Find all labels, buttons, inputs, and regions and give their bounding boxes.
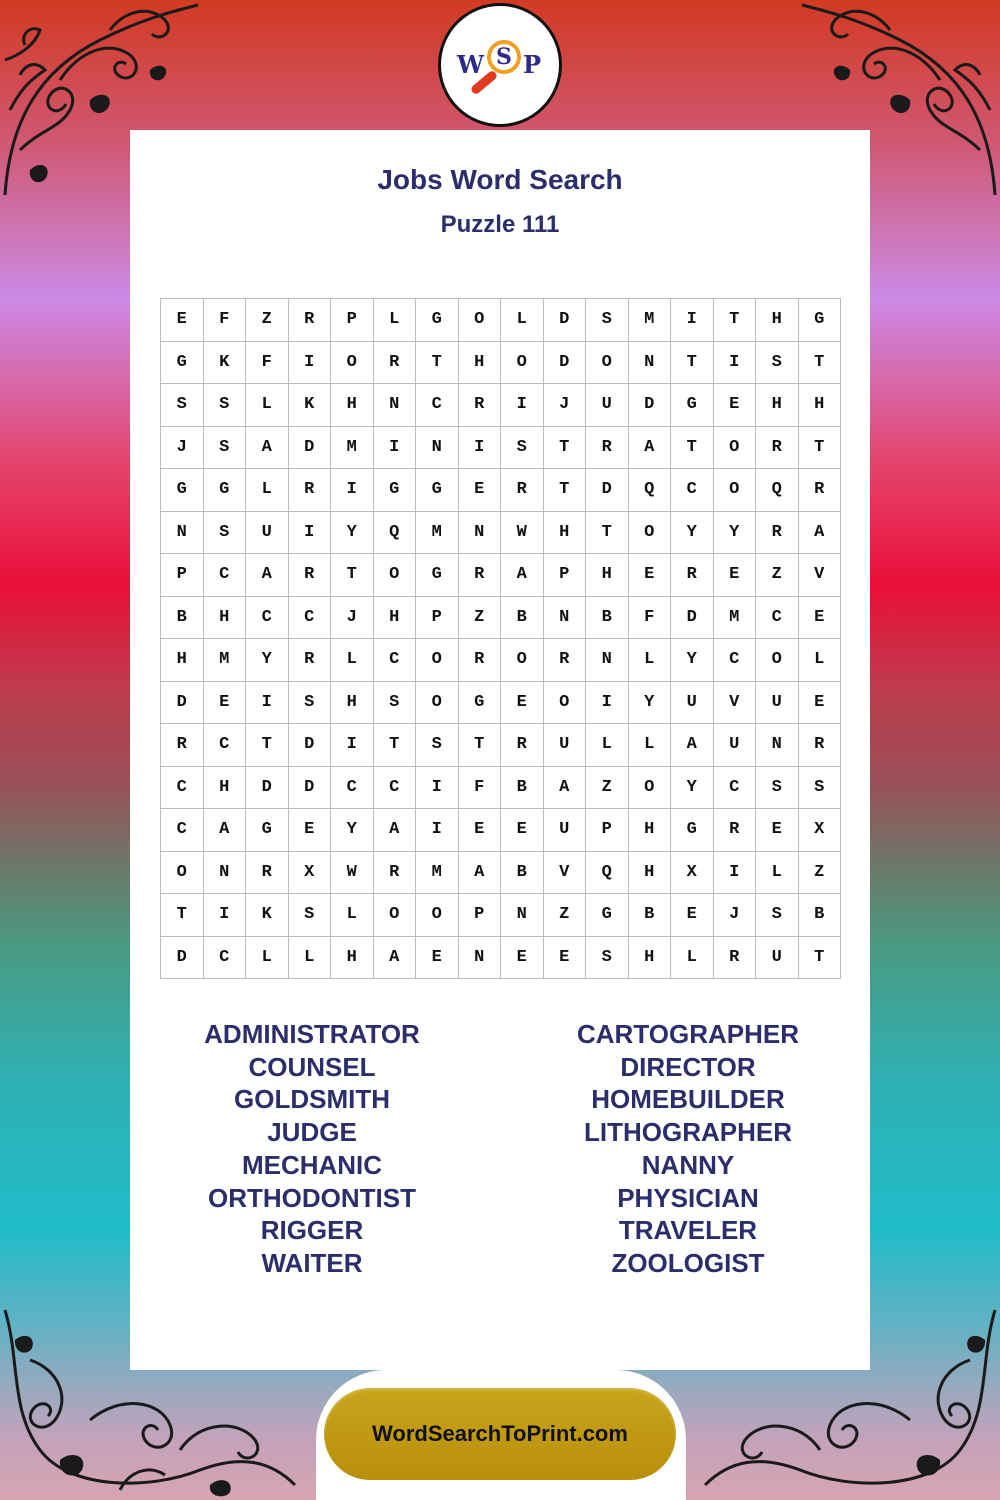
magnifier-icon: S bbox=[487, 40, 521, 74]
grid-cell[interactable]: O bbox=[416, 682, 459, 725]
grid-cell[interactable]: R bbox=[246, 852, 289, 895]
grid-cell[interactable]: H bbox=[629, 937, 672, 980]
word-list-item: HOMEBUILDER bbox=[591, 1084, 785, 1115]
grid-cell[interactable]: T bbox=[799, 342, 842, 385]
grid-cell[interactable]: C bbox=[714, 639, 757, 682]
grid-cell[interactable]: D bbox=[586, 469, 629, 512]
grid-cell[interactable]: H bbox=[331, 384, 374, 427]
grid-cell[interactable]: C bbox=[289, 597, 332, 640]
grid-cell[interactable]: D bbox=[544, 299, 587, 342]
grid-cell[interactable]: G bbox=[204, 469, 247, 512]
page-title: Jobs Word Search bbox=[377, 164, 623, 195]
grid-cell[interactable]: E bbox=[799, 682, 842, 725]
grid-cell[interactable]: D bbox=[289, 767, 332, 810]
grid-cell[interactable]: W bbox=[331, 852, 374, 895]
grid-cell[interactable]: G bbox=[161, 342, 204, 385]
grid-cell[interactable]: T bbox=[331, 554, 374, 597]
grid-cell[interactable]: C bbox=[416, 384, 459, 427]
grid-cell[interactable]: A bbox=[204, 809, 247, 852]
grid-cell[interactable]: O bbox=[331, 342, 374, 385]
grid-cell[interactable]: F bbox=[204, 299, 247, 342]
grid-cell[interactable]: C bbox=[246, 597, 289, 640]
grid-cell[interactable]: P bbox=[331, 299, 374, 342]
grid-cell[interactable]: E bbox=[629, 554, 672, 597]
grid-cell[interactable]: Z bbox=[544, 894, 587, 937]
word-list-item: ORTHODONTIST bbox=[208, 1182, 416, 1213]
grid-cell[interactable]: Z bbox=[799, 852, 842, 895]
grid-cell[interactable]: R bbox=[374, 342, 417, 385]
grid-cell[interactable]: T bbox=[161, 894, 204, 937]
grid-cell[interactable]: H bbox=[629, 852, 672, 895]
grid-cell[interactable]: R bbox=[714, 809, 757, 852]
grid-cell[interactable]: P bbox=[459, 894, 502, 937]
grid-cell[interactable]: R bbox=[459, 384, 502, 427]
grid-cell[interactable]: R bbox=[799, 469, 842, 512]
grid-cell[interactable]: D bbox=[671, 597, 714, 640]
grid-cell[interactable]: O bbox=[374, 894, 417, 937]
grid-cell[interactable]: S bbox=[416, 724, 459, 767]
grid-cell[interactable]: H bbox=[204, 597, 247, 640]
grid-cell[interactable]: U bbox=[246, 512, 289, 555]
word-list-item: DIRECTOR bbox=[620, 1051, 756, 1082]
grid-cell[interactable]: I bbox=[331, 724, 374, 767]
grid-cell[interactable]: L bbox=[671, 937, 714, 980]
grid-cell[interactable]: G bbox=[671, 809, 714, 852]
grid-cell[interactable]: I bbox=[374, 427, 417, 470]
grid-cell[interactable]: Q bbox=[586, 852, 629, 895]
website-label: WordSearchToPrint.com bbox=[372, 1421, 628, 1446]
grid-cell[interactable]: F bbox=[459, 767, 502, 810]
grid-cell[interactable]: R bbox=[289, 554, 332, 597]
grid-cell[interactable]: N bbox=[501, 894, 544, 937]
grid-cell[interactable]: B bbox=[161, 597, 204, 640]
grid-cell[interactable]: V bbox=[799, 554, 842, 597]
grid-cell[interactable]: O bbox=[501, 342, 544, 385]
grid-cell[interactable]: M bbox=[416, 512, 459, 555]
grid-cell[interactable]: J bbox=[714, 894, 757, 937]
grid-cell[interactable]: B bbox=[586, 597, 629, 640]
grid-cell[interactable]: X bbox=[289, 852, 332, 895]
grid-cell[interactable]: R bbox=[714, 937, 757, 980]
grid-cell[interactable]: L bbox=[331, 639, 374, 682]
grid-cell[interactable]: T bbox=[799, 427, 842, 470]
grid-cell[interactable]: E bbox=[714, 384, 757, 427]
grid-cell[interactable]: D bbox=[246, 767, 289, 810]
grid-cell[interactable]: T bbox=[246, 724, 289, 767]
grid-cell[interactable]: U bbox=[544, 809, 587, 852]
grid-cell[interactable]: E bbox=[799, 597, 842, 640]
grid-cell[interactable]: D bbox=[544, 342, 587, 385]
grid-cell[interactable]: C bbox=[161, 809, 204, 852]
grid-cell[interactable]: G bbox=[374, 469, 417, 512]
grid-cell[interactable]: H bbox=[586, 554, 629, 597]
grid-cell[interactable]: C bbox=[756, 597, 799, 640]
grid-cell[interactable]: T bbox=[799, 937, 842, 980]
grid-cell[interactable]: I bbox=[586, 682, 629, 725]
word-list-item: LITHOGRAPHER bbox=[584, 1117, 792, 1148]
grid-cell[interactable]: H bbox=[204, 767, 247, 810]
grid-cell[interactable]: V bbox=[544, 852, 587, 895]
grid-cell[interactable]: M bbox=[416, 852, 459, 895]
grid-cell[interactable]: I bbox=[416, 809, 459, 852]
word-list-item: ADMINISTRATOR bbox=[204, 1019, 420, 1049]
grid-cell[interactable]: D bbox=[161, 682, 204, 725]
grid-cell[interactable]: G bbox=[246, 809, 289, 852]
grid-cell[interactable]: G bbox=[671, 384, 714, 427]
grid-cell[interactable]: X bbox=[799, 809, 842, 852]
grid-cell[interactable]: G bbox=[799, 299, 842, 342]
grid-cell[interactable]: F bbox=[629, 597, 672, 640]
grid-cell[interactable]: B bbox=[501, 597, 544, 640]
grid-cell[interactable]: V bbox=[714, 682, 757, 725]
grid-cell[interactable]: I bbox=[246, 682, 289, 725]
grid-cell[interactable]: A bbox=[246, 554, 289, 597]
grid-cell[interactable]: P bbox=[544, 554, 587, 597]
word-list-item: CARTOGRAPHER bbox=[577, 1019, 799, 1049]
grid-cell[interactable]: R bbox=[756, 512, 799, 555]
grid-cell[interactable]: N bbox=[629, 342, 672, 385]
grid-cell[interactable]: Q bbox=[374, 512, 417, 555]
grid-cell[interactable]: C bbox=[671, 469, 714, 512]
grid-cell[interactable]: Y bbox=[714, 512, 757, 555]
grid-cell[interactable]: S bbox=[161, 384, 204, 427]
word-list-item: COUNSEL bbox=[248, 1051, 376, 1082]
grid-cell[interactable]: T bbox=[459, 724, 502, 767]
grid-cell[interactable]: Y bbox=[671, 512, 714, 555]
grid-cell[interactable]: R bbox=[799, 724, 842, 767]
grid-cell[interactable]: L bbox=[629, 724, 672, 767]
grid-cell[interactable]: N bbox=[161, 512, 204, 555]
grid-cell[interactable]: S bbox=[204, 384, 247, 427]
grid-cell[interactable]: S bbox=[586, 937, 629, 980]
grid-cell[interactable]: N bbox=[756, 724, 799, 767]
grid-cell[interactable]: U bbox=[671, 682, 714, 725]
grid-cell[interactable]: D bbox=[289, 724, 332, 767]
grid-cell[interactable]: I bbox=[416, 767, 459, 810]
grid-cell[interactable]: L bbox=[586, 724, 629, 767]
grid-cell[interactable]: U bbox=[714, 724, 757, 767]
grid-cell[interactable]: B bbox=[629, 894, 672, 937]
grid-cell[interactable]: S bbox=[289, 682, 332, 725]
grid-cell[interactable]: H bbox=[756, 299, 799, 342]
grid-cell[interactable]: H bbox=[799, 384, 842, 427]
grid-cell[interactable]: I bbox=[204, 894, 247, 937]
grid-cell[interactable]: M bbox=[331, 427, 374, 470]
grid-cell[interactable]: X bbox=[671, 852, 714, 895]
grid-cell[interactable]: Y bbox=[246, 639, 289, 682]
grid-cell[interactable]: C bbox=[331, 767, 374, 810]
puzzle-sheet bbox=[130, 130, 870, 1370]
grid-cell[interactable]: G bbox=[416, 554, 459, 597]
grid-cell[interactable]: O bbox=[544, 682, 587, 725]
grid-cell[interactable]: B bbox=[501, 852, 544, 895]
logo-letter-p: P bbox=[522, 50, 541, 79]
grid-cell[interactable]: C bbox=[374, 767, 417, 810]
grid-cell[interactable]: Q bbox=[756, 469, 799, 512]
grid-cell[interactable]: E bbox=[289, 809, 332, 852]
grid-cell[interactable]: D bbox=[289, 427, 332, 470]
grid-cell[interactable]: Y bbox=[671, 767, 714, 810]
grid-cell[interactable]: K bbox=[246, 894, 289, 937]
grid-cell[interactable]: C bbox=[714, 767, 757, 810]
grid-cell[interactable]: J bbox=[544, 384, 587, 427]
grid-cell[interactable]: S bbox=[586, 299, 629, 342]
word-list-item: PHYSICIAN bbox=[617, 1182, 759, 1213]
grid-cell[interactable]: L bbox=[331, 894, 374, 937]
grid-cell[interactable]: E bbox=[459, 469, 502, 512]
grid-cell[interactable]: O bbox=[629, 767, 672, 810]
grid-cell[interactable]: U bbox=[544, 724, 587, 767]
grid-cell[interactable]: E bbox=[161, 299, 204, 342]
grid-cell[interactable]: I bbox=[289, 512, 332, 555]
grid-cell[interactable]: N bbox=[374, 384, 417, 427]
grid-cell[interactable]: R bbox=[671, 554, 714, 597]
grid-cell[interactable]: T bbox=[416, 342, 459, 385]
word-list-item: MECHANIC bbox=[241, 1149, 383, 1180]
grid-cell[interactable]: T bbox=[586, 512, 629, 555]
grid-cell[interactable]: O bbox=[756, 639, 799, 682]
grid-cell[interactable]: H bbox=[459, 342, 502, 385]
grid-cell[interactable]: A bbox=[246, 427, 289, 470]
grid-cell[interactable]: I bbox=[501, 384, 544, 427]
grid-cell[interactable]: J bbox=[161, 427, 204, 470]
grid-cell[interactable]: A bbox=[459, 852, 502, 895]
word-list-item: RIGGER bbox=[260, 1215, 364, 1246]
grid-cell[interactable]: C bbox=[204, 724, 247, 767]
grid-cell[interactable]: T bbox=[544, 427, 587, 470]
grid-cell[interactable]: K bbox=[289, 384, 332, 427]
grid-cell[interactable]: A bbox=[629, 427, 672, 470]
grid-cell[interactable]: C bbox=[161, 767, 204, 810]
grid-cell[interactable]: B bbox=[501, 767, 544, 810]
grid-cell[interactable]: O bbox=[629, 512, 672, 555]
grid-cell[interactable]: N bbox=[204, 852, 247, 895]
word-list-item: GOLDSMITH bbox=[234, 1084, 390, 1115]
grid-cell[interactable]: R bbox=[756, 427, 799, 470]
grid-cell[interactable]: D bbox=[161, 937, 204, 980]
grid-cell[interactable]: R bbox=[501, 469, 544, 512]
grid-cell[interactable]: S bbox=[501, 427, 544, 470]
grid-cell[interactable]: H bbox=[161, 639, 204, 682]
grid-cell[interactable]: O bbox=[586, 342, 629, 385]
grid-cell[interactable]: A bbox=[374, 809, 417, 852]
grid-cell[interactable]: M bbox=[714, 597, 757, 640]
grid-cell[interactable]: H bbox=[331, 682, 374, 725]
grid-cell[interactable]: S bbox=[756, 894, 799, 937]
grid-cell[interactable]: R bbox=[459, 554, 502, 597]
grid-cell[interactable]: O bbox=[416, 894, 459, 937]
grid-cell[interactable]: H bbox=[544, 512, 587, 555]
grid-cell[interactable]: K bbox=[204, 342, 247, 385]
word-list-left bbox=[132, 1018, 492, 1280]
grid-cell[interactable]: R bbox=[289, 469, 332, 512]
grid-cell[interactable]: A bbox=[501, 554, 544, 597]
grid-cell[interactable]: H bbox=[629, 809, 672, 852]
word-list-item: TRAVELER bbox=[618, 1215, 758, 1246]
grid-cell[interactable]: A bbox=[799, 512, 842, 555]
grid-cell[interactable]: R bbox=[161, 724, 204, 767]
grid-cell[interactable]: I bbox=[671, 299, 714, 342]
grid-cell[interactable]: N bbox=[416, 427, 459, 470]
grid-cell[interactable]: S bbox=[204, 512, 247, 555]
grid-cell[interactable]: U bbox=[756, 937, 799, 980]
grid-cell[interactable]: O bbox=[714, 427, 757, 470]
letter-grid bbox=[160, 298, 841, 979]
grid-cell[interactable]: L bbox=[289, 937, 332, 980]
word-list-item: ZOOLOGIST bbox=[611, 1247, 765, 1278]
website-button[interactable] bbox=[324, 1388, 676, 1480]
grid-cell[interactable]: B bbox=[799, 894, 842, 937]
grid-cell[interactable]: R bbox=[544, 639, 587, 682]
grid-cell[interactable]: O bbox=[459, 299, 502, 342]
grid-cell[interactable]: H bbox=[331, 937, 374, 980]
grid-cell[interactable]: E bbox=[544, 937, 587, 980]
grid-cell[interactable]: W bbox=[501, 512, 544, 555]
grid-cell[interactable]: I bbox=[289, 342, 332, 385]
grid-cell[interactable]: S bbox=[756, 767, 799, 810]
grid-cell[interactable]: S bbox=[799, 767, 842, 810]
grid-cell[interactable]: U bbox=[756, 682, 799, 725]
grid-cell[interactable]: E bbox=[501, 937, 544, 980]
grid-cell[interactable]: E bbox=[501, 809, 544, 852]
grid-cell[interactable]: S bbox=[374, 682, 417, 725]
grid-cell[interactable]: G bbox=[416, 299, 459, 342]
grid-cell[interactable]: Y bbox=[629, 682, 672, 725]
grid-cell[interactable]: T bbox=[671, 427, 714, 470]
grid-cell[interactable]: T bbox=[671, 342, 714, 385]
word-list-item: NANNY bbox=[641, 1149, 735, 1180]
grid-cell[interactable]: G bbox=[161, 469, 204, 512]
wsp-logo[interactable] bbox=[438, 3, 562, 127]
grid-cell[interactable]: E bbox=[204, 682, 247, 725]
grid-cell[interactable]: R bbox=[289, 299, 332, 342]
grid-cell[interactable]: C bbox=[204, 554, 247, 597]
grid-cell[interactable]: Z bbox=[756, 554, 799, 597]
word-list-item: JUDGE bbox=[267, 1117, 357, 1148]
grid-cell[interactable]: O bbox=[374, 554, 417, 597]
grid-cell[interactable]: D bbox=[629, 384, 672, 427]
grid-cell[interactable]: G bbox=[459, 682, 502, 725]
grid-cell[interactable]: M bbox=[204, 639, 247, 682]
grid-cell[interactable]: C bbox=[204, 937, 247, 980]
grid-cell[interactable]: N bbox=[544, 597, 587, 640]
grid-cell[interactable]: O bbox=[416, 639, 459, 682]
grid-cell[interactable]: Z bbox=[459, 597, 502, 640]
word-list-right bbox=[508, 1018, 868, 1280]
grid-cell[interactable]: L bbox=[374, 299, 417, 342]
grid-cell[interactable]: E bbox=[714, 554, 757, 597]
grid-cell[interactable]: I bbox=[714, 342, 757, 385]
grid-cell[interactable]: E bbox=[501, 682, 544, 725]
logo-letter-w: W bbox=[457, 50, 484, 79]
grid-cell[interactable]: R bbox=[374, 852, 417, 895]
grid-cell[interactable]: Q bbox=[629, 469, 672, 512]
grid-cell[interactable]: Y bbox=[671, 639, 714, 682]
grid-cell[interactable]: A bbox=[671, 724, 714, 767]
grid-cell[interactable]: G bbox=[586, 894, 629, 937]
grid-cell[interactable]: A bbox=[544, 767, 587, 810]
grid-cell[interactable]: R bbox=[289, 639, 332, 682]
grid-cell[interactable]: Y bbox=[331, 512, 374, 555]
grid-cell[interactable]: L bbox=[799, 639, 842, 682]
grid-cell[interactable]: P bbox=[586, 809, 629, 852]
grid-cell[interactable]: Y bbox=[331, 809, 374, 852]
word-list-item: WAITER bbox=[261, 1247, 363, 1278]
grid-cell[interactable]: L bbox=[246, 384, 289, 427]
grid-cell[interactable]: E bbox=[756, 809, 799, 852]
grid-cell[interactable]: E bbox=[459, 809, 502, 852]
grid-cell[interactable]: P bbox=[161, 554, 204, 597]
grid-cell[interactable]: T bbox=[714, 299, 757, 342]
grid-cell[interactable]: N bbox=[586, 639, 629, 682]
grid-cell[interactable]: O bbox=[161, 852, 204, 895]
grid-cell[interactable]: R bbox=[459, 639, 502, 682]
grid-cell[interactable]: T bbox=[544, 469, 587, 512]
grid-cell[interactable]: O bbox=[501, 639, 544, 682]
grid-cell[interactable]: S bbox=[289, 894, 332, 937]
grid-cell[interactable]: S bbox=[204, 427, 247, 470]
grid-cell[interactable]: T bbox=[374, 724, 417, 767]
grid-cell[interactable]: J bbox=[331, 597, 374, 640]
grid-cell[interactable]: H bbox=[374, 597, 417, 640]
grid-cell[interactable]: R bbox=[586, 427, 629, 470]
grid-cell[interactable]: I bbox=[714, 852, 757, 895]
grid-cell[interactable]: U bbox=[586, 384, 629, 427]
grid-cell[interactable]: L bbox=[629, 639, 672, 682]
grid-cell[interactable]: P bbox=[416, 597, 459, 640]
grid-cell[interactable]: L bbox=[246, 469, 289, 512]
grid-cell[interactable]: S bbox=[756, 342, 799, 385]
grid-cell[interactable]: O bbox=[714, 469, 757, 512]
grid-cell[interactable]: I bbox=[459, 427, 502, 470]
grid-cell[interactable]: L bbox=[246, 937, 289, 980]
grid-cell[interactable]: L bbox=[501, 299, 544, 342]
grid-cell[interactable]: G bbox=[416, 469, 459, 512]
grid-cell[interactable]: R bbox=[501, 724, 544, 767]
grid-cell[interactable]: H bbox=[756, 384, 799, 427]
grid-cell[interactable]: E bbox=[671, 894, 714, 937]
puzzle-number: Puzzle 111 bbox=[440, 211, 560, 238]
grid-cell[interactable]: L bbox=[756, 852, 799, 895]
grid-cell[interactable]: Z bbox=[586, 767, 629, 810]
grid-cell[interactable]: I bbox=[331, 469, 374, 512]
grid-cell[interactable]: F bbox=[246, 342, 289, 385]
grid-cell[interactable]: Z bbox=[246, 299, 289, 342]
grid-cell[interactable]: C bbox=[374, 639, 417, 682]
grid-cell[interactable]: M bbox=[629, 299, 672, 342]
grid-cell[interactable]: N bbox=[459, 512, 502, 555]
grid-cell[interactable]: N bbox=[459, 937, 502, 980]
grid-cell[interactable]: A bbox=[374, 937, 417, 980]
grid-cell[interactable]: E bbox=[416, 937, 459, 980]
